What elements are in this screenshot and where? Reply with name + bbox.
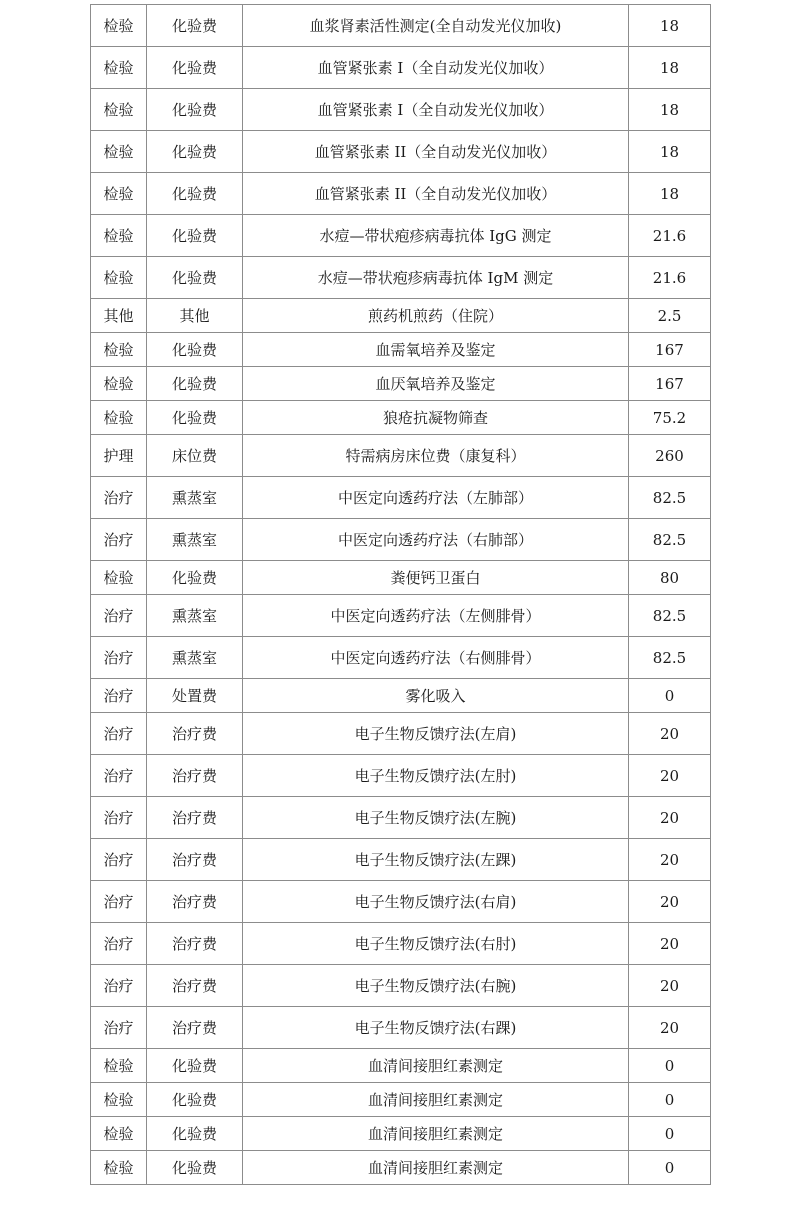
fee-type-cell: 治疗费	[147, 923, 243, 965]
category-cell: 治疗	[91, 839, 147, 881]
price-cell: 82.5	[629, 477, 711, 519]
price-cell: 18	[629, 47, 711, 89]
category-cell: 治疗	[91, 755, 147, 797]
table-row	[91, 881, 711, 923]
fee-type-cell: 其他	[147, 299, 243, 333]
fee-type-cell: 化验费	[147, 1049, 243, 1083]
table-row	[91, 637, 711, 679]
price-cell: 0	[629, 1117, 711, 1151]
category-cell: 检验	[91, 561, 147, 595]
table-row	[91, 47, 711, 89]
table-row	[91, 401, 711, 435]
item-name-cell: 电子生物反馈疗法(左踝)	[243, 839, 629, 881]
category-cell: 治疗	[91, 595, 147, 637]
category-cell: 治疗	[91, 965, 147, 1007]
price-cell: 0	[629, 1083, 711, 1117]
category-cell: 检验	[91, 5, 147, 47]
table-row	[91, 1117, 711, 1151]
table-row	[91, 257, 711, 299]
price-cell: 82.5	[629, 637, 711, 679]
fee-type-cell: 治疗费	[147, 797, 243, 839]
price-cell: 20	[629, 923, 711, 965]
fee-type-cell: 化验费	[147, 401, 243, 435]
price-cell: 75.2	[629, 401, 711, 435]
item-name-cell: 血清间接胆红素测定	[243, 1151, 629, 1185]
category-cell: 治疗	[91, 519, 147, 561]
category-cell: 检验	[91, 401, 147, 435]
item-name-cell: 血管紧张素 II（全自动发光仪加收）	[243, 173, 629, 215]
item-name-cell: 血管紧张素 II（全自动发光仪加收）	[243, 131, 629, 173]
fee-type-cell: 化验费	[147, 5, 243, 47]
item-name-cell: 狼疮抗凝物筛查	[243, 401, 629, 435]
fee-type-cell: 治疗费	[147, 839, 243, 881]
table-row	[91, 923, 711, 965]
fee-type-cell: 治疗费	[147, 755, 243, 797]
category-cell: 检验	[91, 367, 147, 401]
category-cell: 治疗	[91, 923, 147, 965]
price-cell: 82.5	[629, 595, 711, 637]
category-cell: 护理	[91, 435, 147, 477]
table-row	[91, 1151, 711, 1185]
price-cell: 20	[629, 797, 711, 839]
fee-type-cell: 化验费	[147, 257, 243, 299]
price-cell: 20	[629, 755, 711, 797]
table-row	[91, 595, 711, 637]
category-cell: 检验	[91, 89, 147, 131]
item-name-cell: 中医定向透药疗法（左肺部）	[243, 477, 629, 519]
item-name-cell: 血清间接胆红素测定	[243, 1083, 629, 1117]
price-cell: 21.6	[629, 215, 711, 257]
category-cell: 治疗	[91, 679, 147, 713]
item-name-cell: 水痘—带状疱疹病毒抗体 IgG 测定	[243, 215, 629, 257]
fee-type-cell: 熏蒸室	[147, 595, 243, 637]
fee-type-cell: 化验费	[147, 215, 243, 257]
price-cell: 20	[629, 881, 711, 923]
fee-type-cell: 化验费	[147, 1117, 243, 1151]
fee-type-cell: 化验费	[147, 173, 243, 215]
item-name-cell: 血浆肾素活性测定(全自动发光仪加收)	[243, 5, 629, 47]
item-name-cell: 血管紧张素 I（全自动发光仪加收）	[243, 47, 629, 89]
fee-type-cell: 熏蒸室	[147, 477, 243, 519]
table-row	[91, 333, 711, 367]
item-name-cell: 血清间接胆红素测定	[243, 1049, 629, 1083]
item-name-cell: 中医定向透药疗法（左侧腓骨）	[243, 595, 629, 637]
category-cell: 检验	[91, 333, 147, 367]
item-name-cell: 血厌氧培养及鉴定	[243, 367, 629, 401]
category-cell: 检验	[91, 47, 147, 89]
price-cell: 167	[629, 367, 711, 401]
fee-type-cell: 治疗费	[147, 713, 243, 755]
item-name-cell: 电子生物反馈疗法(左腕)	[243, 797, 629, 839]
item-name-cell: 电子生物反馈疗法(左肩)	[243, 713, 629, 755]
price-cell: 0	[629, 1151, 711, 1185]
category-cell: 治疗	[91, 477, 147, 519]
category-cell: 其他	[91, 299, 147, 333]
item-name-cell: 粪便钙卫蛋白	[243, 561, 629, 595]
fee-type-cell: 治疗费	[147, 1007, 243, 1049]
table-row	[91, 367, 711, 401]
fee-type-cell: 熏蒸室	[147, 519, 243, 561]
table-row	[91, 5, 711, 47]
item-name-cell: 电子生物反馈疗法(右肘)	[243, 923, 629, 965]
category-cell: 检验	[91, 1083, 147, 1117]
category-cell: 治疗	[91, 1007, 147, 1049]
category-cell: 治疗	[91, 881, 147, 923]
table-row	[91, 435, 711, 477]
item-name-cell: 血管紧张素 I（全自动发光仪加收）	[243, 89, 629, 131]
price-cell: 82.5	[629, 519, 711, 561]
category-cell: 检验	[91, 257, 147, 299]
table-row	[91, 1049, 711, 1083]
price-cell: 260	[629, 435, 711, 477]
fee-type-cell: 化验费	[147, 1151, 243, 1185]
price-cell: 167	[629, 333, 711, 367]
price-cell: 20	[629, 839, 711, 881]
table-row	[91, 839, 711, 881]
price-cell: 18	[629, 173, 711, 215]
fee-type-cell: 治疗费	[147, 881, 243, 923]
price-cell: 20	[629, 1007, 711, 1049]
category-cell: 检验	[91, 1117, 147, 1151]
item-name-cell: 中医定向透药疗法（右肺部）	[243, 519, 629, 561]
item-name-cell: 水痘—带状疱疹病毒抗体 IgM 测定	[243, 257, 629, 299]
item-name-cell: 电子生物反馈疗法(右肩)	[243, 881, 629, 923]
table-row	[91, 755, 711, 797]
category-cell: 检验	[91, 215, 147, 257]
price-cell: 80	[629, 561, 711, 595]
fee-table	[90, 4, 711, 1185]
table-row	[91, 797, 711, 839]
table-row	[91, 519, 711, 561]
price-cell: 21.6	[629, 257, 711, 299]
category-cell: 检验	[91, 1151, 147, 1185]
fee-type-cell: 处置费	[147, 679, 243, 713]
item-name-cell: 血需氧培养及鉴定	[243, 333, 629, 367]
fee-type-cell: 化验费	[147, 47, 243, 89]
table-row	[91, 215, 711, 257]
item-name-cell: 血清间接胆红素测定	[243, 1117, 629, 1151]
fee-type-cell: 治疗费	[147, 965, 243, 1007]
table-row	[91, 299, 711, 333]
table-row	[91, 965, 711, 1007]
item-name-cell: 雾化吸入	[243, 679, 629, 713]
category-cell: 治疗	[91, 713, 147, 755]
item-name-cell: 电子生物反馈疗法(左肘)	[243, 755, 629, 797]
price-cell: 18	[629, 89, 711, 131]
table-row	[91, 173, 711, 215]
category-cell: 治疗	[91, 797, 147, 839]
table-row	[91, 713, 711, 755]
fee-type-cell: 化验费	[147, 1083, 243, 1117]
table-row	[91, 89, 711, 131]
table-row	[91, 1083, 711, 1117]
fee-type-cell: 床位费	[147, 435, 243, 477]
fee-type-cell: 化验费	[147, 367, 243, 401]
fee-type-cell: 化验费	[147, 561, 243, 595]
price-cell: 0	[629, 679, 711, 713]
price-cell: 2.5	[629, 299, 711, 333]
table-row	[91, 679, 711, 713]
price-cell: 20	[629, 713, 711, 755]
price-cell: 18	[629, 5, 711, 47]
table-row	[91, 561, 711, 595]
category-cell: 检验	[91, 173, 147, 215]
item-name-cell: 中医定向透药疗法（右侧腓骨）	[243, 637, 629, 679]
item-name-cell: 煎药机煎药（住院）	[243, 299, 629, 333]
fee-type-cell: 化验费	[147, 333, 243, 367]
category-cell: 检验	[91, 131, 147, 173]
fee-type-cell: 熏蒸室	[147, 637, 243, 679]
price-cell: 0	[629, 1049, 711, 1083]
fee-type-cell: 化验费	[147, 89, 243, 131]
table-row	[91, 1007, 711, 1049]
item-name-cell: 特需病房床位费（康复科）	[243, 435, 629, 477]
category-cell: 治疗	[91, 637, 147, 679]
price-cell: 20	[629, 965, 711, 1007]
price-cell: 18	[629, 131, 711, 173]
category-cell: 检验	[91, 1049, 147, 1083]
item-name-cell: 电子生物反馈疗法(右踝)	[243, 1007, 629, 1049]
item-name-cell: 电子生物反馈疗法(右腕)	[243, 965, 629, 1007]
fee-type-cell: 化验费	[147, 131, 243, 173]
table-row	[91, 131, 711, 173]
table-row	[91, 477, 711, 519]
